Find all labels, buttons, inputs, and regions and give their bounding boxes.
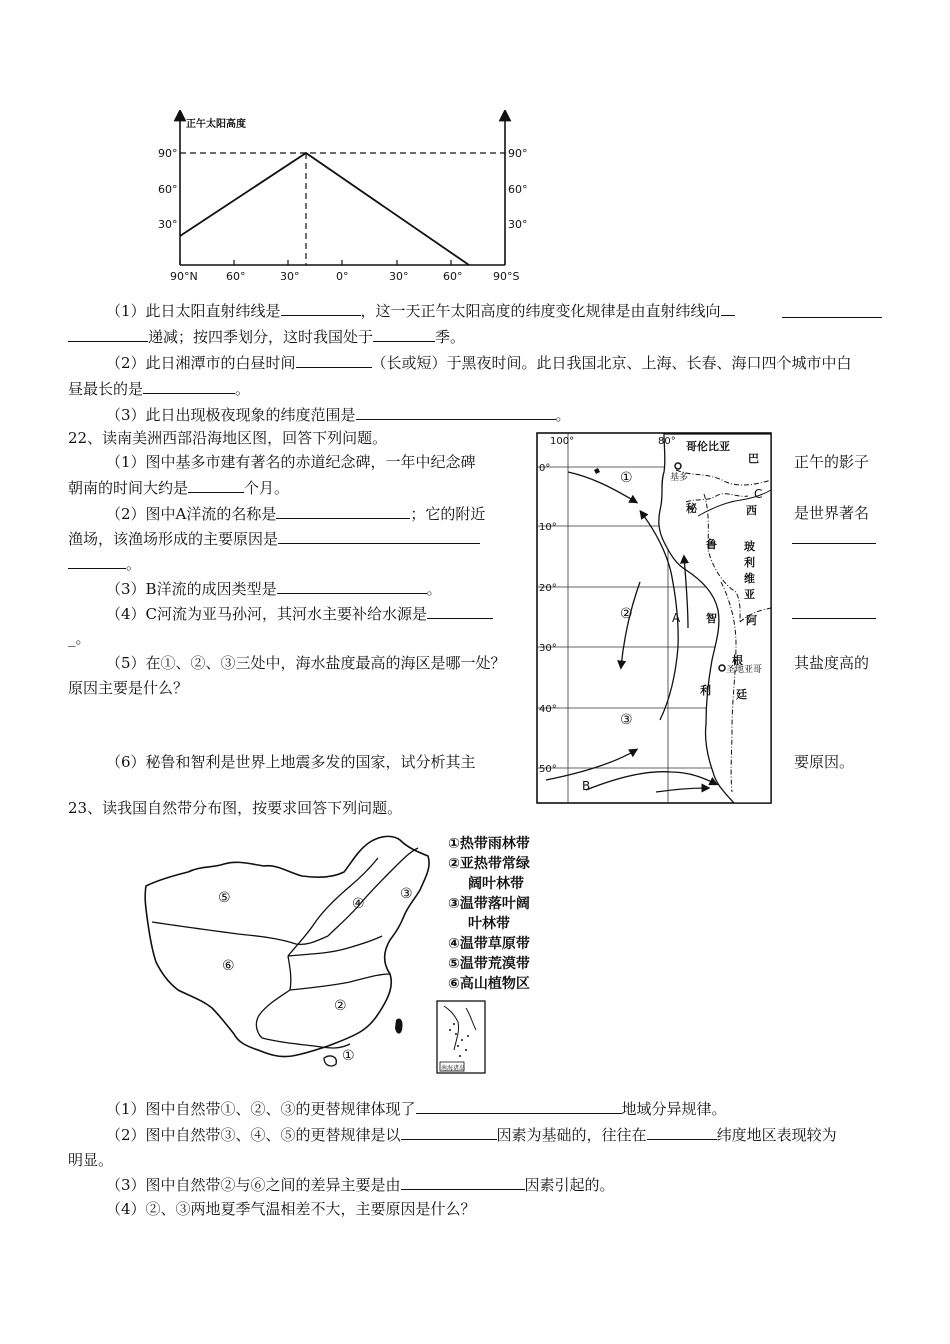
svg-text:B: B <box>582 779 591 793</box>
x-tick-6: 90°S <box>493 270 520 283</box>
q22-p5a: （5）在①、②、③三处中，海水盐度最高的海区是哪一处？ <box>106 654 506 672</box>
q22-p2-line2: 渔场，该渔场形成的主要原因是 <box>68 528 480 549</box>
x-tick-3: 0° <box>336 270 349 283</box>
answer-blank[interactable] <box>782 300 882 318</box>
svg-text:西: 西 <box>746 504 757 517</box>
svg-text:③: ③ <box>620 712 633 728</box>
china-vegetation-map <box>138 828 438 1078</box>
svg-text:巴: 巴 <box>748 452 759 465</box>
y-tick-right-60: 60° <box>508 183 528 196</box>
svg-text:A: A <box>672 611 681 625</box>
chart-title: 正午太阳高度 <box>186 119 246 130</box>
q22-p4b: _。 <box>68 629 91 647</box>
svg-text:②: ② <box>620 606 633 622</box>
svg-text:②: ② <box>334 998 347 1014</box>
svg-text:C: C <box>754 487 763 501</box>
svg-text:玻: 玻 <box>744 540 755 553</box>
svg-text:维: 维 <box>744 572 755 585</box>
x-tick-2: 30° <box>280 270 300 283</box>
svg-text:①: ① <box>620 470 633 486</box>
svg-text:基多: 基多 <box>670 473 689 483</box>
q21-line2: 递减；按四季划分，这时我国处于 季。 <box>68 326 465 347</box>
svg-text:阿: 阿 <box>746 614 757 627</box>
q23-p2: （2）图中自然带③、④、⑤的更替规律是以 因素为基础的，往往在 纬度地区表现较为 <box>106 1126 837 1144</box>
q22-p4: （4）C河流为亚马孙河，其河水主要补给水源是 <box>106 603 493 624</box>
q21-line4: 昼最长的是 。 <box>68 380 251 398</box>
x-tick-4: 30° <box>389 270 409 283</box>
svg-text:智: 智 <box>706 612 717 625</box>
svg-text:利: 利 <box>744 556 755 569</box>
x-tick-5: 60° <box>443 270 463 283</box>
svg-text:⑤: ⑤ <box>218 890 231 906</box>
svg-text:南海诸岛: 南海诸岛 <box>441 1065 466 1072</box>
svg-text:①: ① <box>342 1048 355 1064</box>
q22-p2-line3: 。 <box>68 553 141 574</box>
china-outline <box>145 836 429 1056</box>
q23-p2d: 明显。 <box>68 1151 114 1169</box>
q23-p3: （3）图中自然带②与⑥之间的差异主要是由 因素引起的。 <box>106 1176 615 1194</box>
svg-text:⑥: ⑥ <box>222 958 235 974</box>
svg-text:哥伦比亚: 哥伦比亚 <box>686 440 730 453</box>
q23-p1: （1）图中自然带①、②、③的更替规律体现了 地域分异规律。 <box>106 1100 727 1118</box>
q22-p6a: （6）秘鲁和智利是世界上地震多发的国家，试分析其主 <box>106 753 476 771</box>
q22-p2c: 是世界著名 <box>794 504 870 522</box>
q23-title: 23、读我国自然带分布图，按要求回答下列问题。 <box>68 799 403 817</box>
x-tick-0: 90°N <box>170 270 198 283</box>
q22-p3: （3）B洋流的成因类型是 。 <box>106 580 442 598</box>
y-tick-left-90: 90° <box>158 147 178 160</box>
answer-blank[interactable] <box>792 526 876 544</box>
svg-text:秘: 秘 <box>686 502 697 515</box>
q22-p5c: 原因主要是什么？ <box>68 679 189 697</box>
svg-text:50°: 50° <box>539 764 557 775</box>
svg-text:80°: 80° <box>658 436 676 447</box>
q22-p1b: 正午的影子 <box>794 453 870 471</box>
south-china-sea-inset <box>436 1000 486 1074</box>
svg-text:圣地亚哥: 圣地亚哥 <box>726 665 763 675</box>
svg-text:20°: 20° <box>539 583 557 594</box>
vegetation-legend: ①热带雨林带 ②亚热带常绿 阔叶林带 ③温带落叶阔 叶林带 ④温带草原带 ⑤温带荒漠带 ⑥高山植物区 <box>448 836 530 992</box>
q23-p4: （4）②、③两地夏季气温相差不大，主要原因是什么？ <box>106 1200 476 1218</box>
y-tick-left-60: 60° <box>158 183 178 196</box>
answer-blank[interactable] <box>792 601 876 619</box>
q21-line3: （2）此日湘潭市的白昼时间 （长或短）于黑夜时间。此日我国北京、上海、长春、海口四个城市中白 <box>106 354 852 372</box>
svg-text:100°: 100° <box>550 436 575 447</box>
svg-text:鲁: 鲁 <box>706 538 717 551</box>
q21-line5: （3）此日出现极夜现象的纬度范围是 。 <box>106 406 571 424</box>
q22-p6b: 要原因。 <box>794 753 855 771</box>
q22-p1-line2: 朝南的时间大约是 个月。 <box>68 479 290 497</box>
svg-text:③: ③ <box>400 886 413 902</box>
y-tick-right-30: 30° <box>508 218 528 231</box>
svg-text:40°: 40° <box>539 704 557 715</box>
q22-title: 22、读南美洲西部沿海地区图，回答下列问题。 <box>68 429 388 447</box>
svg-text:亚: 亚 <box>744 588 755 601</box>
svg-text:根: 根 <box>732 654 743 667</box>
y-tick-left-30: 30° <box>158 218 178 231</box>
svg-text:0°: 0° <box>539 463 551 474</box>
sun-altitude-chart <box>150 110 540 285</box>
svg-text:④: ④ <box>352 896 365 912</box>
q22-p2-line1: （2）图中A洋流的名称是 ；它的附近 <box>106 505 486 523</box>
x-tick-1: 60° <box>226 270 246 283</box>
y-tick-right-90: 90° <box>508 147 528 160</box>
q22-p1a: （1）图中基多市建有著名的赤道纪念碑，一年中纪念碑 <box>106 453 476 471</box>
svg-text:利: 利 <box>700 684 711 697</box>
svg-text:廷: 廷 <box>736 688 747 701</box>
q22-p5b: 其盐度高的 <box>794 654 870 672</box>
south-america-map <box>536 432 772 804</box>
svg-text:10°: 10° <box>539 522 557 533</box>
sun-altitude-series <box>180 153 469 265</box>
q21-line1: （1）此日太阳直射纬线是 ，这一天正午太阳高度的纬度变化规律是由直射纬线向 <box>106 300 735 321</box>
svg-text:30°: 30° <box>539 643 557 654</box>
